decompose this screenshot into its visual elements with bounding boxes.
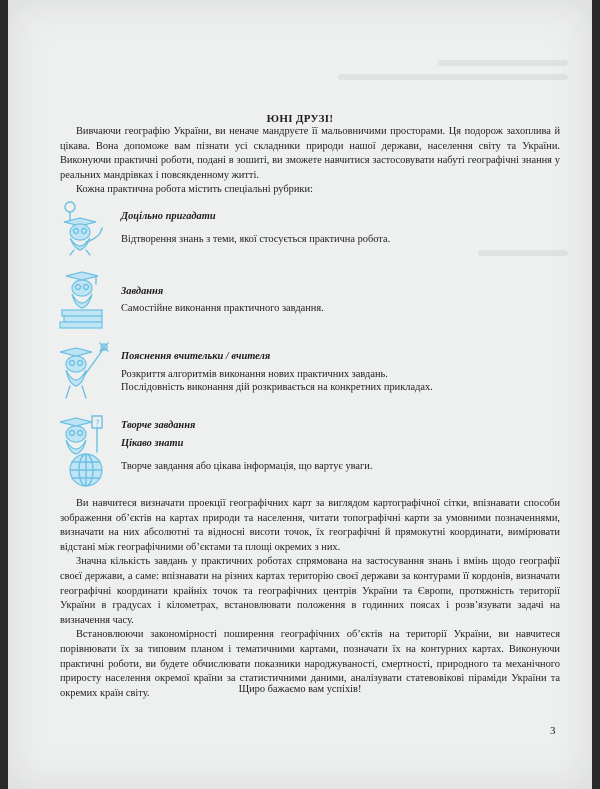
svg-text:?: ? xyxy=(95,419,100,429)
owl-with-globe-icon xyxy=(56,412,114,488)
bleed-through-mark xyxy=(478,250,568,256)
rubric-text-recall: Відтворення знань з теми, якої стосується практична робота. xyxy=(121,234,391,245)
bleed-through-mark xyxy=(338,74,568,80)
body-paragraph-3: Встановлюючи закономірності поширення географічних об’єктів на території України, ви навчитеся порівнювати їх за типовим планом і тематичними картами, позначати їх на контурних картах. Виконуючи практичні роботи, ви будете обчислювати показники народжуваності, смертності, природного та механічного приросту населення окремої країни за статистичними даними, аналізувати статевовікові піраміди України та окремих країн світу. xyxy=(60,629,560,699)
body-paragraph-2: Значна кількість завдань у практичних роботах спрямована на застосування знань і вмінь щодо географії своєї держави, а саме: впізнавати на різних картах територію своєї держави за контурами її кордонів, визначати географічні координати крайніх точок та географічних центрів України та Європи, протяжність території України в градусах і кілометрах, встановлювати положення в годинних поясах і розв’язувати задачі на визначення часу. xyxy=(60,556,560,626)
rubric-title-interesting: Цікаво знати xyxy=(121,438,184,449)
rubric-text-creative: Творче завдання або цікава інформація, що вартує уваги. xyxy=(121,461,373,472)
workbook-page xyxy=(8,0,592,789)
intro-text xyxy=(60,125,560,198)
rubric-text-explanation-1: Розкриття алгоритмів виконання нових практичних завдань. xyxy=(121,369,388,380)
page-heading: ЮНІ ДРУЗІ! xyxy=(266,113,334,125)
rubric-text-explanation-2: Послідовність виконання дій розкривається на конкретних прикладах. xyxy=(121,382,433,393)
rubric-title-task: Завдання xyxy=(121,286,164,297)
owl-with-lamp-icon xyxy=(56,198,110,256)
rubric-title-recall: Доцільно пригадати xyxy=(121,211,216,222)
body-paragraph-1: Ви навчитеся визначати проекції географічних карт за виглядом картографічної сітки, впізнавати способи зображення об’єктів на картах природи та населення, читати топографічні карти за умовними позначеннями, визначати на них абсолютні та відносні висоти точок, їх географічні й прямокутні координати, вимірювати відстані між географічними об’єктами та площі окремих з них. xyxy=(60,498,560,553)
rubric-title-creative: Творче завдання xyxy=(121,420,196,431)
intro-rubrics-lead: Кожна практична робота містить спеціальні рубрики: xyxy=(76,184,313,196)
owl-teacher-with-pointer-icon xyxy=(56,340,114,402)
bleed-through-mark xyxy=(438,60,568,66)
body-text xyxy=(60,497,560,701)
closing-wish: Щиро бажаємо вам успіхів! xyxy=(238,684,362,695)
intro-paragraph: Вивчаючи географію України, ви неначе мандруєте її мальовничими просторами. Ця подорож захоплива й цікава. Вона допоможе вам пізнати усі складники природи нашої держави, населення світу та України. Виконуючи практичні роботи, подані в зошиті, ви зможете навчитися застосовувати набуті географічні знання у реальних мандрівках і повсякденному житті. xyxy=(60,126,560,181)
owl-with-books-icon xyxy=(56,268,114,330)
rubric-title-explanation: Пояснення вчительки / вчителя xyxy=(121,351,271,362)
page-number: 3 xyxy=(550,725,556,737)
rubric-text-task: Самостійне виконання практичного завдання. xyxy=(121,303,324,314)
